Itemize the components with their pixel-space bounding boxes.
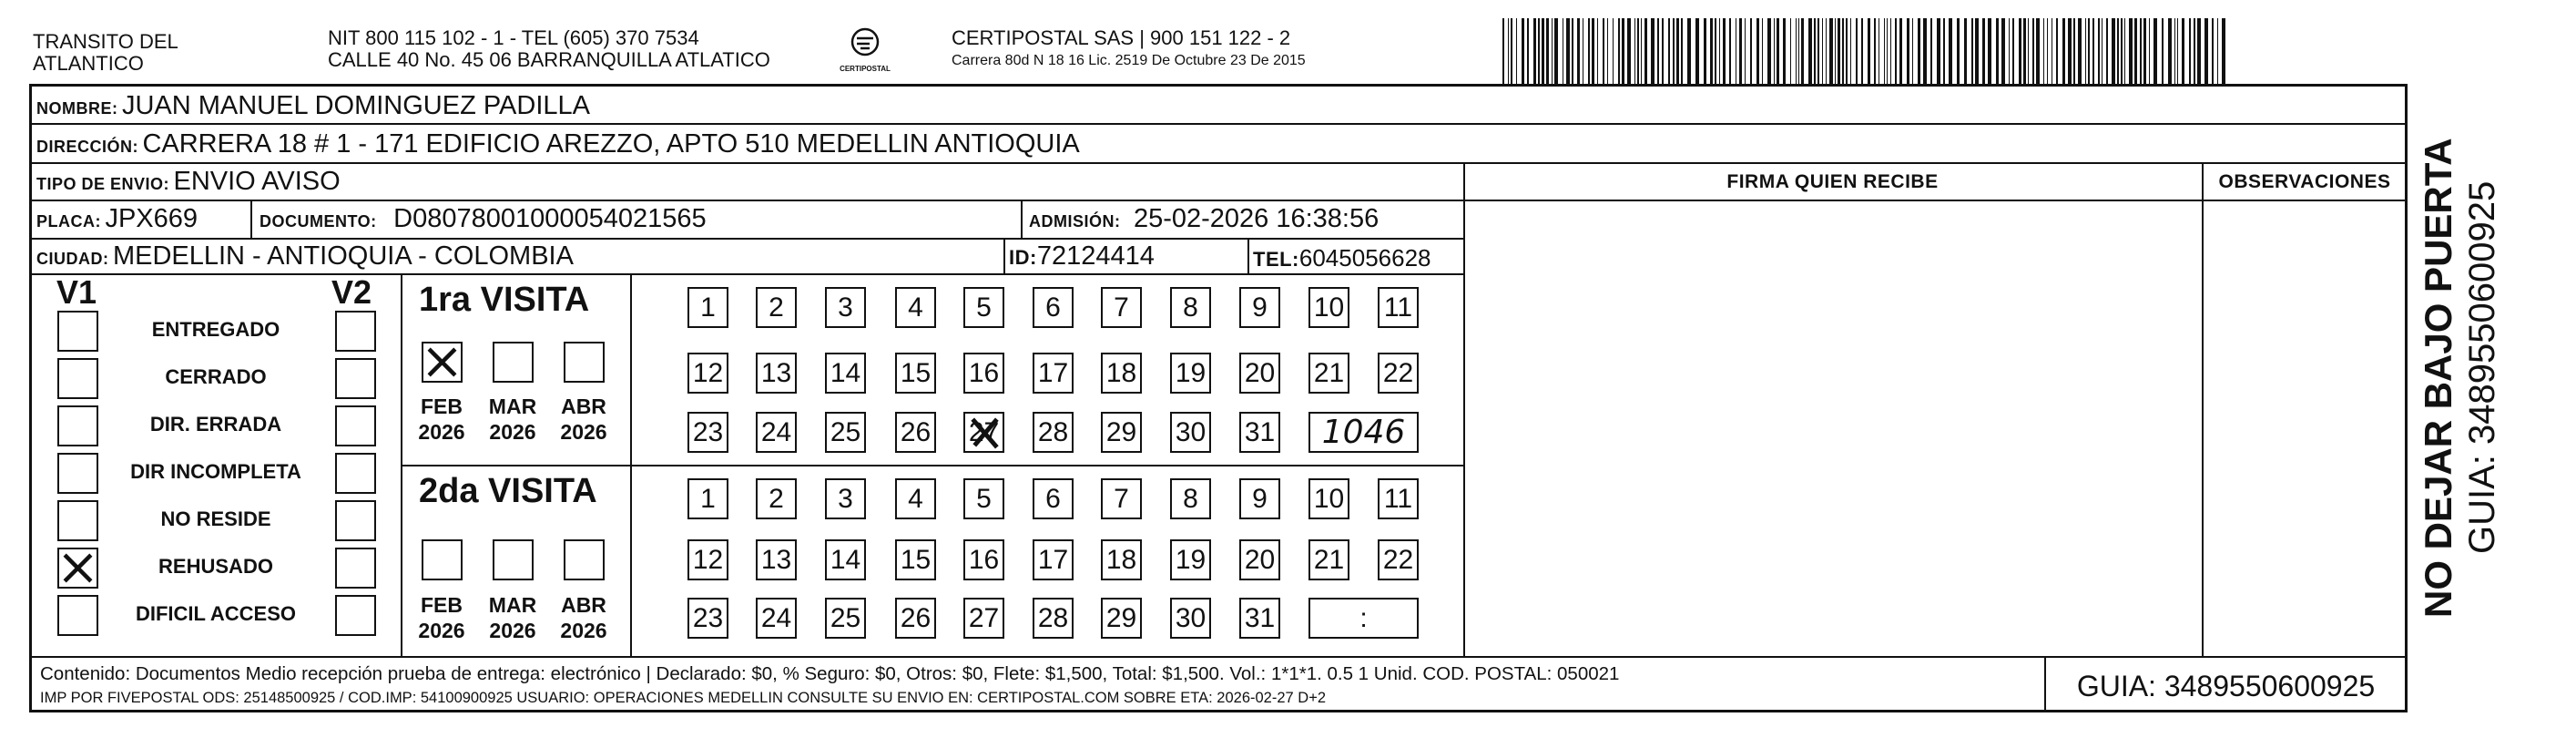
barcode-bar (2149, 18, 2150, 84)
v1-checkbox (57, 595, 98, 636)
barcode-bar (2001, 18, 2005, 84)
barcode-bar (1552, 18, 1553, 84)
v2-checkbox (335, 548, 376, 589)
day-box: 1 (687, 287, 728, 328)
direccion-row (36, 129, 1080, 159)
day-box: 8 (1170, 287, 1211, 328)
barcode-bar (2121, 18, 2123, 84)
status-label: NO RESIDE (160, 507, 271, 530)
tel-cell (1253, 244, 1431, 272)
certipostal-logo (833, 26, 897, 80)
barcode-bar (1767, 18, 1771, 84)
contenido-line: Contenido: Documentos Medio recepción prueba de entrega: electrónico | Declarado: $0, % Seguro: $0, Otros: $0, Flete: $1,500, Total: $1,500. Vol.: 1*1*1. 0.5 1 Unid. COD. POSTAL: 050021 (40, 663, 1620, 684)
tel-value: 6045056628 (1298, 244, 1431, 272)
month-checkbox (422, 342, 463, 383)
month-name: FEB (421, 593, 463, 617)
nombre-label: NOMBRE: (36, 99, 118, 118)
barcode-bar (1838, 18, 1840, 84)
barcode-bar (1695, 18, 1699, 84)
barcode-bar (1798, 18, 1799, 84)
barcode-bar (1783, 18, 1786, 84)
admision-cell (1029, 204, 1379, 234)
x-mark (965, 414, 1003, 451)
barcode-bar (2153, 18, 2157, 84)
day-box: 22 (1378, 353, 1419, 394)
barcode-bar (1982, 18, 1985, 84)
barcode-bar (1774, 18, 1775, 84)
day-box: 30 (1170, 598, 1211, 639)
barcode-bar (2217, 18, 2218, 84)
day-box: 6 (1033, 478, 1074, 519)
barcode-bar (1533, 18, 1536, 84)
barcode-bar (1673, 18, 1675, 84)
month-label (409, 592, 474, 643)
month-name: ABR (561, 593, 606, 617)
barcode-bar (1572, 18, 1573, 84)
day-box: 9 (1239, 287, 1280, 328)
barcode-bar (1745, 18, 1746, 84)
license-line: Carrera 80d N 18 16 Lic. 2519 De Octubre 23 De 2015 (952, 53, 1306, 68)
nit-line: NIT 800 115 102 - 1 - TEL (605) 370 7534 (328, 26, 699, 49)
barcode-bar (2140, 18, 2142, 84)
logo-caption: CERTIPOSTAL (840, 65, 891, 73)
no-dejar-bajo-puerta: NO DEJAR BAJO PUERTA (2417, 138, 2459, 618)
month-checkbox (493, 539, 534, 580)
first-visit-title: 1ra VISITA (419, 281, 590, 319)
barcode-bar (1739, 18, 1742, 84)
day-box: 27 (963, 412, 1004, 453)
sender-company (33, 31, 178, 75)
barcode-bar (1522, 18, 1524, 84)
guia-box: GUIA: 3489550600925 (2076, 669, 2376, 702)
month-checkbox (493, 342, 534, 383)
barcode-bar (1777, 18, 1779, 84)
x-mark (59, 549, 97, 587)
day-box: 22 (1378, 539, 1419, 580)
barcode-bar (1502, 18, 1504, 84)
day-box: 3 (825, 287, 866, 328)
v2-checkbox (335, 358, 376, 399)
barcode-bar (2062, 18, 2065, 84)
time-box: 1046 (1308, 412, 1419, 453)
barcode-bar (2088, 18, 2090, 84)
barcode-bar (1930, 18, 1932, 84)
day-box: 3 (825, 478, 866, 519)
barcode-bar (1868, 18, 1870, 84)
day-box: 16 (963, 539, 1004, 580)
barcode-bar (2112, 18, 2115, 84)
month-year: 2026 (560, 619, 607, 642)
barcode-bar (2143, 18, 2146, 84)
month-name: FEB (421, 395, 463, 418)
barcode-bar (1918, 18, 1920, 84)
id-cell (1009, 241, 1155, 272)
month-label (480, 394, 545, 445)
barcode-bar (1676, 18, 1679, 84)
observaciones-header (2202, 171, 2408, 193)
barcode-bar (1826, 18, 1827, 84)
v1-checkbox (57, 548, 98, 589)
barcode-bar (2009, 18, 2010, 84)
month-name: MAR (488, 395, 537, 418)
ciudad-value: MEDELLIN - ANTIOQUIA - COLOMBIA (112, 241, 574, 271)
barcode-bar (1957, 18, 1960, 84)
day-box: 26 (895, 598, 936, 639)
direccion-value: CARRERA 18 # 1 - 171 EDIFICIO AREZZO, APTO 510 MEDELLIN ANTIOQUIA (142, 129, 1080, 159)
status-label: DIR INCOMPLETA (130, 460, 301, 483)
barcode-bar (2129, 18, 2133, 84)
sender-company-line1: TRANSITO DEL (33, 30, 178, 53)
day-box: 7 (1101, 478, 1142, 519)
day-box: 20 (1239, 539, 1280, 580)
barcode-bar (1622, 18, 1624, 84)
barcode-bar (1710, 18, 1713, 84)
day-box: 19 (1170, 353, 1211, 394)
day-box: 17 (1033, 539, 1074, 580)
status-label: CERRADO (165, 365, 267, 388)
barcode-bar (1861, 18, 1863, 84)
barcode-bar (1856, 18, 1858, 84)
barcode-bar (1808, 18, 1812, 84)
v2-checkbox (335, 453, 376, 494)
firma-label: FIRMA QUIEN RECIBE (1726, 171, 1939, 192)
day-box: 10 (1308, 287, 1349, 328)
barcode-bar (1657, 18, 1659, 84)
day-box: 11 (1378, 287, 1419, 328)
month-label (551, 592, 616, 643)
day-box: 4 (895, 478, 936, 519)
barcode-bar (1588, 18, 1590, 84)
documento-label: DOCUMENTO: (260, 212, 377, 231)
month-label (551, 394, 616, 445)
barcode-bar (1607, 18, 1608, 84)
barcode-bar (1618, 18, 1620, 84)
day-box: 29 (1101, 598, 1142, 639)
barcode-bar (1527, 18, 1529, 84)
time-box: : (1308, 598, 1419, 639)
side-guia: GUIA: 3489550600925 (2462, 180, 2502, 554)
day-box: 5 (963, 287, 1004, 328)
barcode-bar (2222, 18, 2225, 84)
day-box: 30 (1170, 412, 1211, 453)
day-box: 24 (756, 412, 797, 453)
month-checkbox (564, 539, 605, 580)
barcode-bar (1801, 18, 1804, 84)
nombre-row (36, 91, 590, 121)
barcode-bar (2047, 18, 2048, 84)
day-box: 15 (895, 539, 936, 580)
sender-contact (328, 27, 770, 71)
firma-header (1463, 171, 2202, 193)
day-box: 27 (963, 598, 1004, 639)
day-box: 20 (1239, 353, 1280, 394)
day-box: 23 (687, 412, 728, 453)
ciudad-cell (36, 241, 574, 272)
day-box: 23 (687, 598, 728, 639)
day-box: 11 (1378, 478, 1419, 519)
barcode-bar (1546, 18, 1549, 84)
x-mark (423, 343, 461, 381)
barcode-bar (2212, 18, 2214, 84)
month-year: 2026 (560, 420, 607, 444)
barcode-bar (1874, 18, 1876, 84)
day-box: 1 (687, 478, 728, 519)
barcode-bar (2043, 18, 2044, 84)
barcode-bar (1516, 18, 1517, 84)
carrier-info (952, 27, 1306, 69)
month-year: 2026 (418, 420, 465, 444)
v1-label: V1 (56, 273, 97, 311)
barcode-bar (1842, 18, 1844, 84)
day-box: 12 (687, 539, 728, 580)
barcode-bar (2036, 18, 2040, 84)
carrier-line: CERTIPOSTAL SAS | 900 151 122 - 2 (952, 26, 1291, 49)
barcode-bar (1715, 18, 1716, 84)
month-name: ABR (561, 395, 606, 418)
barcode-bar (1511, 18, 1512, 84)
barcode-bar (2106, 18, 2108, 84)
second-visit-title: 2da VISITA (419, 472, 597, 510)
v1-checkbox (57, 405, 98, 446)
barcode-bar (2124, 18, 2125, 84)
day-box: 8 (1170, 478, 1211, 519)
month-year: 2026 (489, 619, 536, 642)
barcode-bar (1651, 18, 1655, 84)
placa-label: PLACA: (36, 212, 101, 231)
barcode-bar (1577, 18, 1580, 84)
barcode-bar (1756, 18, 1759, 84)
day-box: 14 (825, 353, 866, 394)
barcode-bar (1750, 18, 1752, 84)
barcode-bar (2032, 18, 2034, 84)
tel-label: TEL: (1253, 248, 1299, 271)
barcode-bar (1822, 18, 1823, 84)
barcode-bar (1923, 18, 1927, 84)
barcode-bar (1566, 18, 1570, 84)
barcode-bar (1937, 18, 1940, 84)
barcode-bar (2073, 18, 2075, 84)
admision-value: 25-02-2026 16:38:56 (1133, 204, 1380, 233)
barcode-bar (2078, 18, 2082, 84)
barcode-bar (1729, 18, 1731, 84)
day-box: 2 (756, 287, 797, 328)
v2-checkbox (335, 595, 376, 636)
day-box: 2 (756, 478, 797, 519)
barcode-bar (1790, 18, 1791, 84)
id-label: ID: (1009, 246, 1037, 269)
day-box: 5 (963, 478, 1004, 519)
barcode-bar (2194, 18, 2195, 84)
barcode-bar (2197, 18, 2201, 84)
barcode-bar (1719, 18, 1720, 84)
sender-address-line: CALLE 40 No. 45 06 BARRANQUILLA ATLATICO (328, 48, 770, 71)
barcode-bar (2028, 18, 2029, 84)
day-box: 6 (1033, 287, 1074, 328)
day-box: 31 (1239, 598, 1280, 639)
day-box: 4 (895, 287, 936, 328)
tipo-envio-value: ENVIO AVISO (173, 167, 341, 196)
barcode-bar (1971, 18, 1973, 84)
day-box: 24 (756, 598, 797, 639)
barcode-bar (1592, 18, 1594, 84)
barcode-bar (1634, 18, 1635, 84)
barcode-bar (1538, 18, 1540, 84)
v1-checkbox (57, 500, 98, 541)
day-box: 10 (1308, 478, 1349, 519)
barcode-bar (2117, 18, 2119, 84)
month-checkbox (564, 342, 605, 383)
barcode-bar (1627, 18, 1631, 84)
barcode-bar (1662, 18, 1664, 84)
day-box: 15 (895, 353, 936, 394)
barcode-bar (1895, 18, 1897, 84)
barcode-bar (1542, 18, 1544, 84)
day-box: 19 (1170, 539, 1211, 580)
tipo-envio-label: TIPO DE ENVIO: (36, 175, 170, 193)
nombre-value: JUAN MANUEL DOMINGUEZ PADILLA (121, 91, 590, 120)
month-name: MAR (488, 593, 537, 617)
barcode-bar (1508, 18, 1509, 84)
barcode-bar (1597, 18, 1598, 84)
day-box: 17 (1033, 353, 1074, 394)
barcode-bar (1975, 18, 1979, 84)
admision-label: ADMISIÓN: (1029, 212, 1121, 231)
barcode-bar (1762, 18, 1763, 84)
barcode-bar (2012, 18, 2014, 84)
day-box: 16 (963, 353, 1004, 394)
day-box: 29 (1101, 412, 1142, 453)
barcode-bar (1603, 18, 1604, 84)
barcode-bar (1637, 18, 1639, 84)
barcode-bar (2177, 18, 2178, 84)
barcode-bar (1641, 18, 1642, 84)
status-label: ENTREGADO (151, 318, 280, 341)
barcode-bar (1949, 18, 1952, 84)
barcode-bar (2019, 18, 2021, 84)
barcode-bar (1817, 18, 1819, 84)
day-box: 12 (687, 353, 728, 394)
imp-line: IMP POR FIVEPOSTAL ODS: 25148500925 / COD.IMP: 54100900925 USUARIO: OPERACIONES MEDELLIN CONSULTE SU ENVIO EN: CERTIPOSTAL.COM SOBRE ETA: 2026-02-27 D+2 (40, 690, 1327, 706)
barcode-bar (1887, 18, 1888, 84)
status-label: DIFICIL ACCESO (135, 602, 296, 625)
barcode-bar (2056, 18, 2058, 84)
day-box: 13 (756, 353, 797, 394)
barcode-bar (1884, 18, 1885, 84)
barcode-bar (2182, 18, 2184, 84)
day-box: 18 (1101, 539, 1142, 580)
barcode-bar (2174, 18, 2175, 84)
barcode-bar (1796, 18, 1797, 84)
barcode (1501, 18, 2229, 84)
barcode-bar (2068, 18, 2072, 84)
barcode-bar (1723, 18, 1726, 84)
barcode-bar (2092, 18, 2094, 84)
barcode-bar (1899, 18, 1902, 84)
day-box: 26 (895, 412, 936, 453)
day-box: 9 (1239, 478, 1280, 519)
documento-value: D08078001000054021565 (393, 204, 707, 233)
status-label: REHUSADO (158, 555, 273, 578)
day-box: 18 (1101, 353, 1142, 394)
month-year: 2026 (418, 619, 465, 642)
barcode-bar (1704, 18, 1706, 84)
month-label (409, 394, 474, 445)
direccion-label: DIRECCIÓN: (36, 138, 138, 156)
day-box: 13 (756, 539, 797, 580)
placa-cell (36, 204, 198, 234)
barcode-bar (1681, 18, 1683, 84)
day-box: 21 (1308, 353, 1349, 394)
v2-label: V2 (331, 273, 372, 311)
barcode-bar (1613, 18, 1614, 84)
barcode-bar (1829, 18, 1833, 84)
status-label: DIR. ERRADA (149, 413, 282, 436)
barcode-bar (1943, 18, 1945, 84)
day-box: 14 (825, 539, 866, 580)
barcode-bar (2189, 18, 2191, 84)
barcode-bar (1554, 18, 1558, 84)
barcode-bar (1988, 18, 1991, 84)
barcode-bar (1996, 18, 1999, 84)
v2-checkbox (335, 311, 376, 352)
v2-checkbox (335, 500, 376, 541)
barcode-bar (2023, 18, 2026, 84)
v2-checkbox (335, 405, 376, 446)
month-checkbox (422, 539, 463, 580)
v1-checkbox (57, 358, 98, 399)
tipo-envio-row (36, 167, 341, 197)
id-value: 72124414 (1036, 241, 1155, 271)
month-label (480, 592, 545, 643)
v1-checkbox (57, 453, 98, 494)
barcode-bar (2085, 18, 2086, 84)
barcode-bar (2204, 18, 2208, 84)
barcode-bar (2162, 18, 2164, 84)
day-box: 28 (1033, 412, 1074, 453)
barcode-bar (1644, 18, 1647, 84)
barcode-bar (2168, 18, 2172, 84)
barcode-bar (2098, 18, 2100, 84)
day-box: 7 (1101, 287, 1142, 328)
sender-company-line2: ATLANTICO (33, 52, 144, 75)
barcode-bar (1850, 18, 1851, 84)
barcode-bar (1835, 18, 1836, 84)
ciudad-label: CIUDAD: (36, 250, 109, 268)
barcode-bar (1912, 18, 1913, 84)
barcode-bar (1846, 18, 1848, 84)
barcode-bar (1964, 18, 1967, 84)
barcode-bar (2102, 18, 2103, 84)
observaciones-label: OBSERVACIONES (2218, 171, 2391, 192)
day-box: 31 (1239, 412, 1280, 453)
day-box: 21 (1308, 539, 1349, 580)
month-year: 2026 (489, 420, 536, 444)
day-box: 28 (1033, 598, 1074, 639)
barcode-bar (1890, 18, 1891, 84)
barcode-bar (1687, 18, 1691, 84)
barcode-bar (1814, 18, 1816, 84)
barcode-bar (1907, 18, 1909, 84)
barcode-bar (2134, 18, 2137, 84)
barcode-bar (1668, 18, 1670, 84)
day-box: 25 (825, 412, 866, 453)
placa-value: JPX669 (105, 204, 199, 233)
v1-checkbox (57, 311, 98, 352)
documento-cell (260, 204, 707, 234)
day-box: 25 (825, 598, 866, 639)
